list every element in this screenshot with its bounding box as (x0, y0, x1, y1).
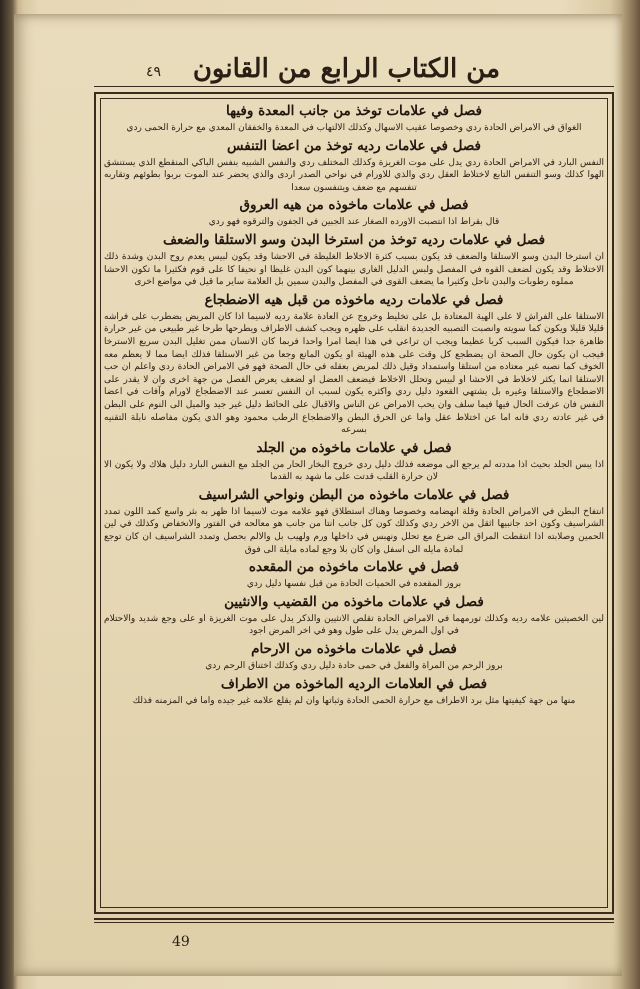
section (104, 291, 604, 437)
section-body: الاستلقا على الفراش لا على الهية المعتادة بل على تخليط وخروج عن العادة علامة رديه لاسيما اذا كان المريض يضطرب على فراشه قليلا قليلا ويكون كما سويته وانصبت التصبيه الجديدة انقلب على ظهره ويجب كشف الاطراف ويطرحها طرحا غير طبيعي من غير حرارة ظاهرة جدا فيكون السبب كربا عظيما ويجب ان تراعي في هذا ايضا امرا واحدا فربما كان الانسان ممن تغليل البدن سريع الاسترخا فيجب ان يكون حال الصحة ان يضطجع كل وقت على هذه الهيئة او يكون المانع وجعا من غير الاستلقا فذلك ايضا مما لا يعظم معه الخوف كما نصبه غير معتاده من استلقا واستمداد وقيل ذلك لمريض بعقله في حال الصحة فهو في الامراض الحادة ردي واعلم ان حب الاستلقا انما يكثر لاخلاط في الاحشا او لبيس وتحلل الاخلاط فيضعف العضل او لضعف يعرض الفصل من جهة اخرى وان لا يقدر على الاضطجاع والاستلقا وغيره بل يشتهي القعود دليل ردي واكثره يكون لسبب ان النفس تعسر عند الاضطجاع لاورام وآفات في اعضا النفس فان عرفت الحال فيها فيما سلف وان يحب الامراض عن الناس والاقبال على الحائط دليل غير جيد والميل الى النوم على البطن في غير عادته ردي فانه اما عن اختلاط عقل واما عن الحرق البطن والاضطجاع الرطب محمود وهو الذي يكون مفاصله نابلة التقنيه بسرعه (104, 311, 604, 436)
section-heading: فصل في علامات ماخوذه من المقعده (248, 559, 460, 576)
section-body: بروز الرحم من المراة والفعل في حمى حادة دليل ردي وكذلك اختناق الرحم ردي (205, 661, 503, 672)
section-heading: فصل في علامات رديه توخذ من استرخا البدن وسو الاستلقا والضعف (162, 231, 546, 248)
section-heading: فصل في علامات ماخوذه من القضيب والانثيين (224, 593, 484, 610)
section-heading: فصل في علامات ماخوذه من الارحام (251, 641, 457, 658)
section (104, 439, 604, 484)
section (104, 137, 604, 195)
section (104, 196, 604, 229)
section-heading: فصل في علامات توخذ من جانب المعدة وفيها (225, 103, 483, 119)
section-heading: فصل في علامات ماخوذه من هيه العروق (239, 197, 469, 214)
section-body: انتفاخ البطن في الامراض الحادة وقلة انهضامه وخصوصا وهناك استطلاق فهو علامه موت لاسيما اذا ظهر به بثر واسع كمد اللون تمدد الشراسيف وكون احد جانبيها اثقل من الاخر ردي وكذلك كون كل جانب انتا من جانب هو معالحه في الفتور والانخفاض وكذلك في لين الحمين وصلابته اذا انتقطت المراق الى ضرع مع تحلل ونهبس في داخلها ورم ولهيب بل والالم بحصل وتمدد الشراسيف ان كان توجع لمادة مايله الى اسفل وان كان بلا وجع لماده مايلة الى فوق (104, 506, 604, 555)
section-body: اذا يبس الجلد بحيث اذا مددته لم يرجع الى موضعه فذلك دليل ردي خروج البخار الحار من الجلد مع النفس البارد دليل هلاك ولا يكون الا لان حرارة القلب قدتت على ما شهد به القدما (104, 459, 604, 483)
section-heading: فصل في علامات رديه ماخوذه من قبل هيه الاضطجاع (204, 291, 504, 308)
section-body: قال بقراط اذا انتصبت الاورده الصغار عند الجبين في الجفون والترقوه فهو ردي (208, 217, 500, 228)
page-header (44, 50, 610, 90)
section-body: الغواق في الامراض الحادة ردي وخصوصا عقيب الاسهال وكذلك الالتهاب في المعدة والخفقان المعدي مع حرارة الحمى ردي (126, 123, 582, 133)
page-number-top: ٤٩ (146, 64, 162, 80)
page-number-bottom: 49 (172, 934, 190, 950)
section (104, 593, 604, 638)
section-body: لين الخصيتين علامه رديه وكذلك تورمهما في الامراض الحادة تقلص الانثيين والذكر يدل على موت الغريزة او على وجع شديد والاحتلام في اول المرض يدل على طول وهو في اخر المرض اجود (104, 613, 604, 637)
section-body: النفس البارد في الامراض الحادة ردي يدل على موت الغريزة وكذلك المختلف ردي والنفس الشبيه بنفس الباكي المنقطع الذي يستنشق الهوا كذلك وسو التنفس التابع لاختلاط العقل ردي والذي للاورام في نواحي الصدر اردى والذي يحضر عند الموت بربوا بطوئهم وتقاربه تنفسهم مع ضعف ويتنفسون سعدا (104, 157, 604, 193)
section (104, 675, 604, 708)
section (104, 102, 604, 135)
header-rule (94, 86, 614, 87)
section (104, 231, 604, 289)
section-heading: فصل في العلامات الرديه الماخوذه من الاطراف (220, 675, 488, 692)
section-heading: فصل في علامات رديه توخذ من اعضا التنفس (226, 137, 482, 154)
footer-rule-thin (94, 922, 614, 923)
page-text (104, 100, 604, 906)
footer-rule (94, 918, 614, 920)
running-title: من الكتاب الرابع من القانون (192, 54, 500, 84)
section-heading: فصل في علامات ماخوذه من الجلد (256, 439, 452, 456)
facing-page-edge (622, 0, 640, 989)
section (104, 640, 604, 673)
section (104, 558, 604, 591)
section-body: ان استرخا البدن وسو الاستلقا والضعف قد يكون بسبب كثرة الاخلاط الغليظة في الاحشا وقد يكون لبيس يعدم روح البدن وشدة ذلك الاختلاط وقد يكون لضعف القوه في المفصل ولبس الدليل الغاري بينهما كون البدن غليظا او نحيفا كا على قوم فكثيرا ما تكون الاحشا مملوه رطوبات والبدن ناحل وكثيرا ما يضعف القوى في المفصل والبدن سمين بل العلامة ساير ما قيل في مواضع اخرى (104, 251, 604, 288)
section-body: بروز المقعده في الحميات الحادة من قبل نفسها دليل ردي (246, 579, 462, 590)
section-body: منها من جهة كيفيتها مثل برد الاطراف مع حرارة الحمى الحادة وثباتها وان لم يقلع علامه غير جيده واما في المزمنه فذلك (132, 695, 576, 706)
text-frame (94, 92, 614, 914)
section-heading: فصل في علامات ماخوذه من البطن ونواحي الشراسيف (198, 486, 510, 503)
section (104, 486, 604, 556)
